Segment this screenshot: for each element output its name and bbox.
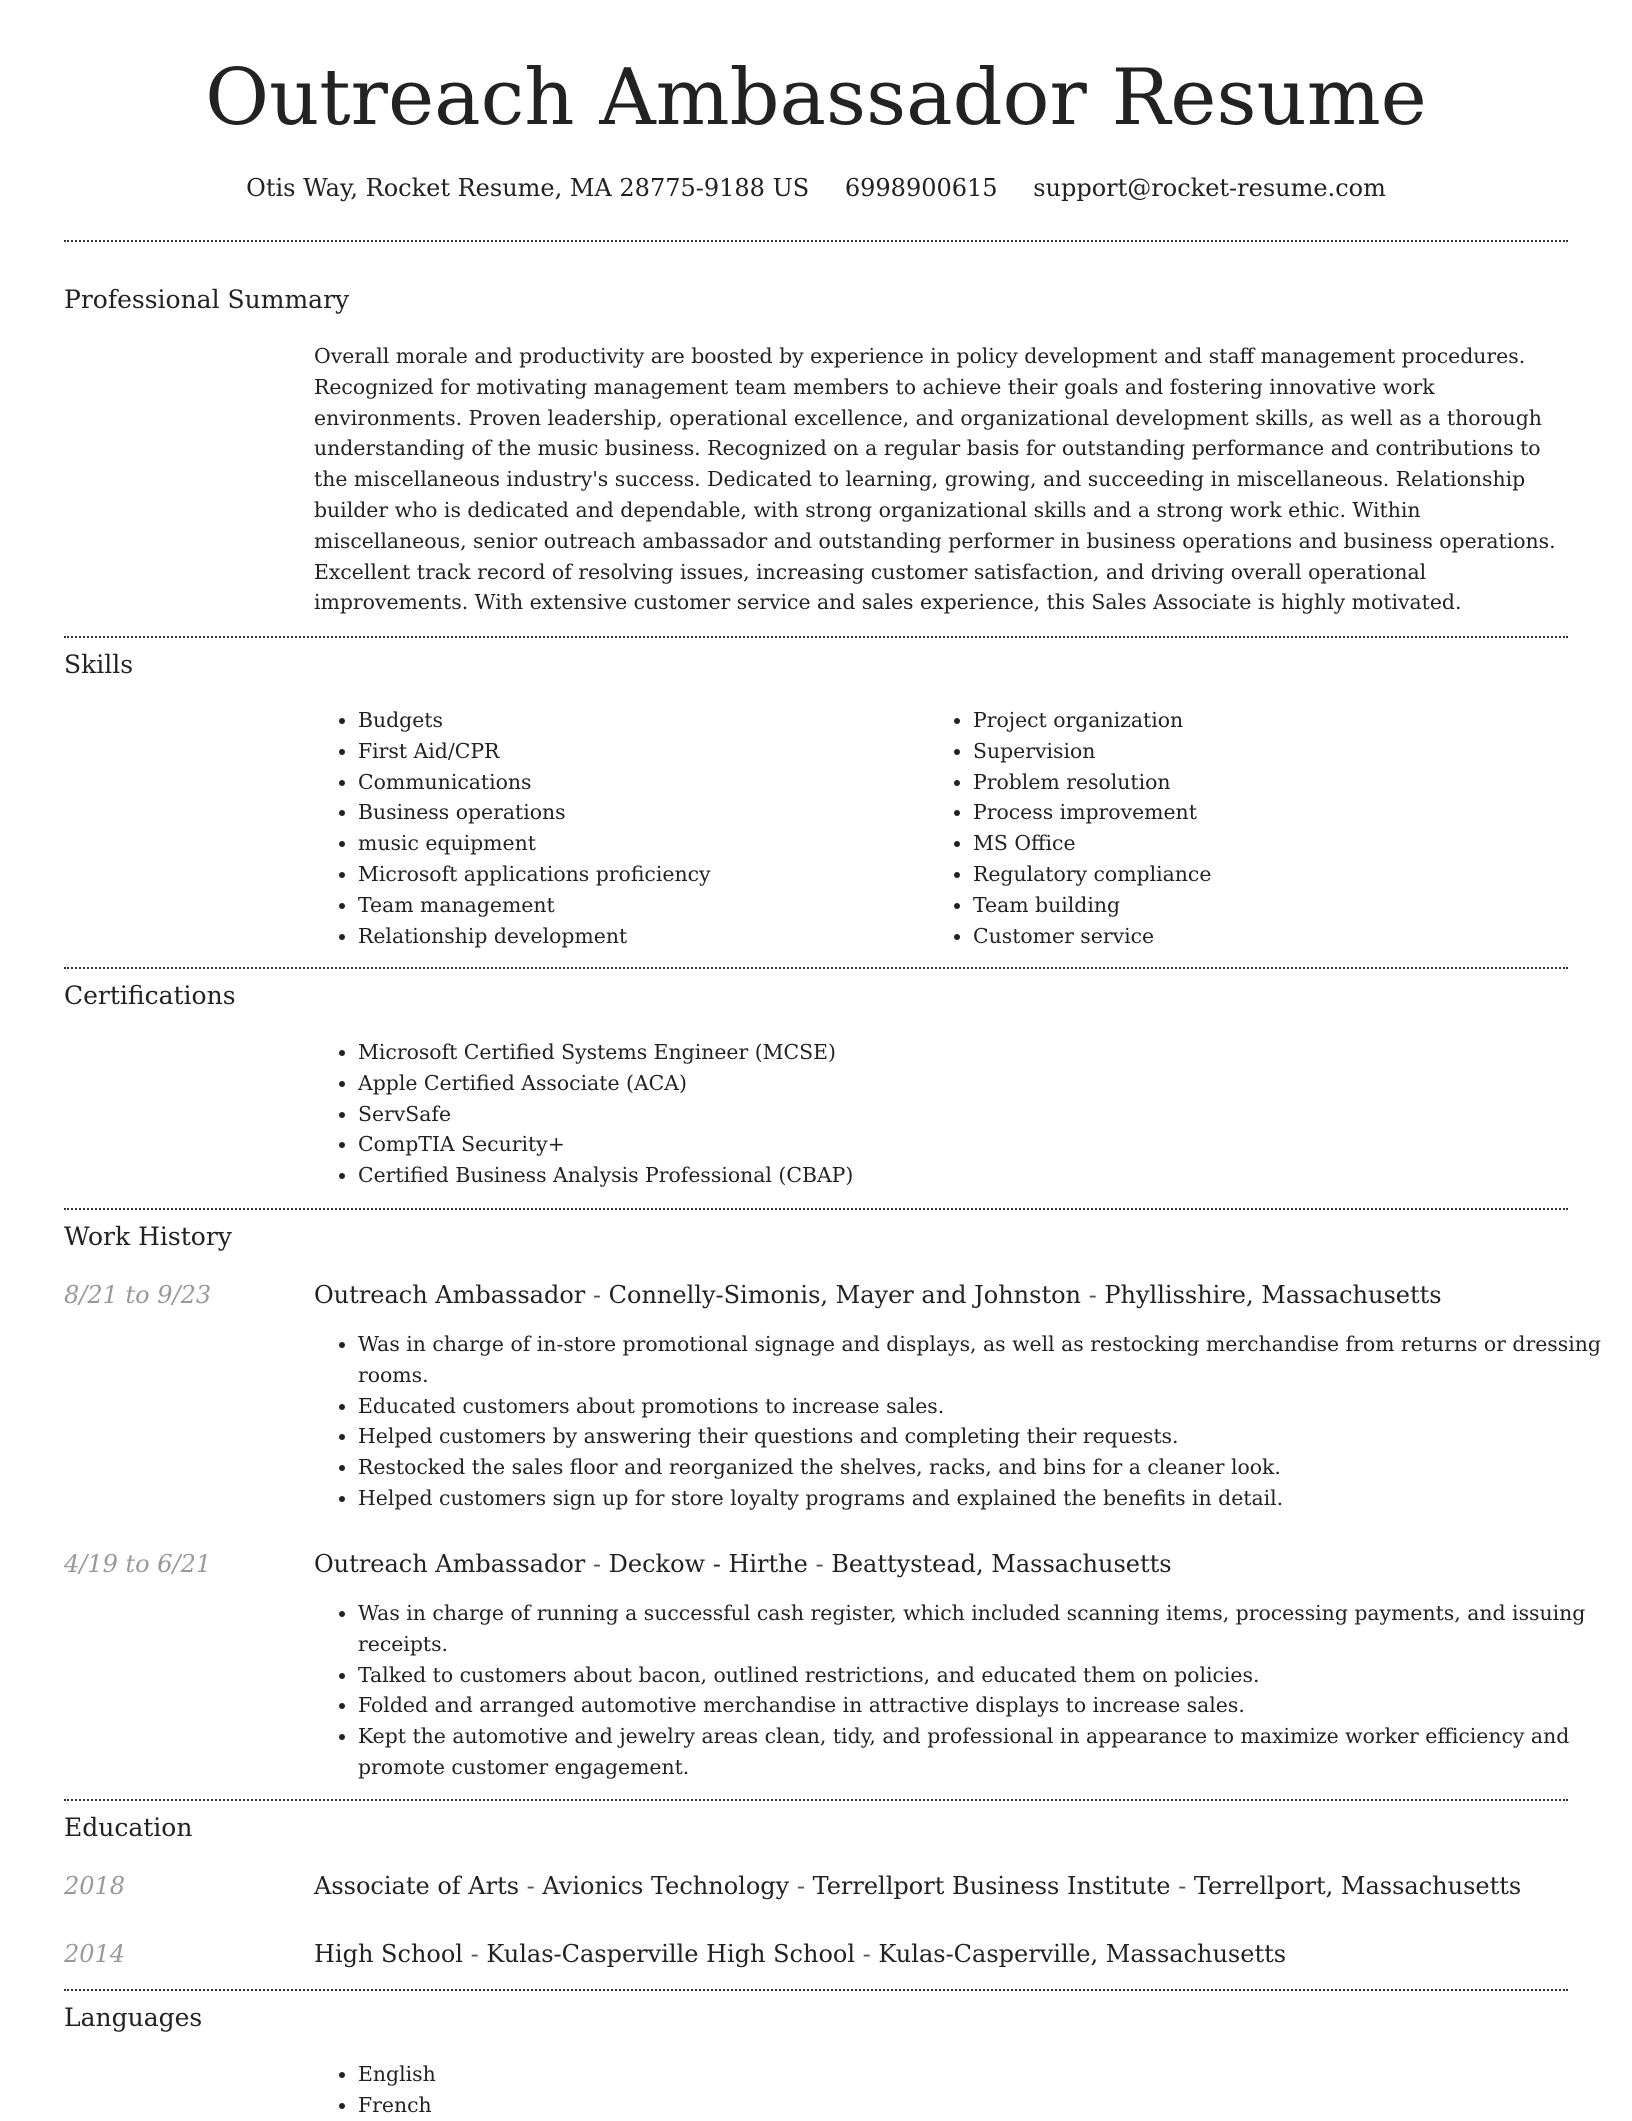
skill-item: • Team management (358, 890, 918, 921)
job-company: Connelly-Simonis, Mayer and Johnston (608, 1281, 1081, 1309)
job-location: Beattystead, Massachusetts (831, 1550, 1172, 1578)
skill-item: • Communications (358, 767, 918, 798)
education-degree: High School (314, 1940, 463, 1968)
skill-item: • MS Office (973, 828, 1573, 859)
summary-text: Overall morale and productivity are boosted by experience in policy development and staff management procedures. Recognized for motivating management team members to achieve their goals and fostering innovative work environments. Proven leadership, operational excellence, and organizational development skills, as well as a thorough understanding of the music business. Recognized on a regular basis for outstanding performance and contributions to the miscellaneous industry's success. Dedicated to learning, growing, and succeeding in miscellaneous. Relationship builder who is dedicated and dependable, with strong organizational skills and a strong work ethic. Within miscellaneous, senior outreach ambassador and outstanding performer in business operations and business operations. Excellent track record of resolving issues, increasing customer satisfaction, and driving overall operational improvements. With extensive customer service and sales experience, this Sales Associate is highly motivated. (314, 344, 1556, 615)
education-degree: Associate of Arts (314, 1872, 520, 1900)
divider (64, 636, 1568, 638)
education-year: 2014 (64, 1940, 126, 1968)
job-bullets (314, 1329, 1614, 1514)
skill-item: • Microsoft applications proficiency (358, 859, 918, 890)
skill-item: • Supervision (973, 736, 1573, 767)
skills-list-right (929, 705, 1573, 951)
job-title: Outreach Ambassador (314, 1281, 586, 1309)
certifications-list (314, 1037, 1558, 1191)
certification-item: • ServSafe (358, 1099, 1558, 1130)
education-location: Terrellport, Massachusetts (1193, 1872, 1522, 1900)
skill-item: • Regulatory compliance (973, 859, 1573, 890)
job-bullet: • Helped customers by answering their questions and completing their requests. (358, 1421, 1614, 1452)
education-field: Avionics Technology (542, 1872, 790, 1900)
certification-item: • CompTIA Security+ (358, 1129, 1558, 1160)
education-location: Kulas-Casperville, Massachusetts (878, 1940, 1287, 1968)
education-line: Associate of Arts - Avionics Technology - Terrellport Business Institute - Terrellport, Massachusetts (314, 1872, 1522, 1900)
education-line: High School - Kulas-Casperville High School - Kulas-Casperville, Massachusetts (314, 1940, 1287, 1968)
job-bullets (314, 1598, 1614, 1783)
job-title: Outreach Ambassador (314, 1550, 586, 1578)
languages-list (314, 2059, 958, 2121)
skill-item: • Project organization (973, 705, 1573, 736)
skills-list-left (314, 705, 918, 951)
job-title-line: Outreach Ambassador - Connelly-Simonis, Mayer and Johnston - Phyllisshire, Massachusetts (314, 1281, 1442, 1309)
job-company: Deckow - Hirthe (608, 1550, 808, 1578)
job-location: Phyllisshire, Massachusetts (1104, 1281, 1442, 1309)
certification-item: • Certified Business Analysis Professional (CBAP) (358, 1160, 1558, 1191)
divider (64, 240, 1568, 242)
skill-item: • Budgets (358, 705, 918, 736)
job-bullet: • Folded and arranged automotive merchandise in attractive displays to increase sales. (358, 1690, 1614, 1721)
job-bullet: • Restocked the sales floor and reorganized the shelves, racks, and bins for a cleaner look. (358, 1452, 1614, 1483)
job-dates: 4/19 to 6/21 (64, 1550, 212, 1578)
job-bullet: • Kept the automotive and jewelry areas clean, tidy, and professional in appearance to maximize worker efficiency and promote customer engagement. (358, 1721, 1614, 1783)
section-heading-languages: Languages (64, 2003, 203, 2032)
section-heading-certifications: Certifications (64, 981, 236, 1010)
divider (64, 1799, 1568, 1801)
job-bullet: • Educated customers about promotions to increase sales. (358, 1391, 1614, 1422)
skill-item: • Process improvement (973, 797, 1573, 828)
divider (64, 967, 1568, 969)
address: Otis Way, Rocket Resume, MA 28775-9188 US (246, 174, 810, 202)
section-heading-skills: Skills (64, 650, 134, 679)
section-heading-work-history: Work History (64, 1222, 232, 1251)
phone: 6998900615 (844, 174, 998, 202)
section-heading-summary: Professional Summary (64, 285, 350, 314)
email: support@rocket-resume.com (1033, 174, 1386, 202)
resume-title: Outreach Ambassador Resume (205, 53, 1427, 143)
job-title-line: Outreach Ambassador - Deckow - Hirthe - Beattystead, Massachusetts (314, 1550, 1172, 1578)
job-dates: 8/21 to 9/23 (64, 1281, 212, 1309)
skill-item: • Relationship development (358, 921, 918, 952)
job-bullet: • Was in charge of running a successful cash register, which included scanning items, processing payments, and issuing receipts. (358, 1598, 1614, 1660)
language-item: • English (358, 2059, 958, 2090)
skill-item: • Customer service (973, 921, 1573, 952)
contact-line (0, 172, 1632, 204)
job-bullet: • Helped customers sign up for store loyalty programs and explained the benefits in detail. (358, 1483, 1614, 1514)
divider (64, 1208, 1568, 1210)
job-bullet: • Talked to customers about bacon, outlined restrictions, and educated them on policies. (358, 1660, 1614, 1691)
language-item: • French (358, 2090, 958, 2121)
education-school: Terrellport Business Institute (812, 1872, 1171, 1900)
divider (64, 1989, 1568, 1991)
skill-item: • Team building (973, 890, 1573, 921)
skill-item: • First Aid/CPR (358, 736, 918, 767)
education-year: 2018 (64, 1872, 126, 1900)
certification-item: • Apple Certified Associate (ACA) (358, 1068, 1558, 1099)
skill-item: • music equipment (358, 828, 918, 859)
certification-item: • Microsoft Certified Systems Engineer (MCSE) (358, 1037, 1558, 1068)
skill-item: • Business operations (358, 797, 918, 828)
section-heading-education: Education (64, 1813, 193, 1842)
job-bullet: • Was in charge of in-store promotional signage and displays, as well as restocking merchandise from returns or dressing rooms. (358, 1329, 1614, 1391)
education-school: Kulas-Casperville High School (486, 1940, 856, 1968)
skill-item: • Problem resolution (973, 767, 1573, 798)
